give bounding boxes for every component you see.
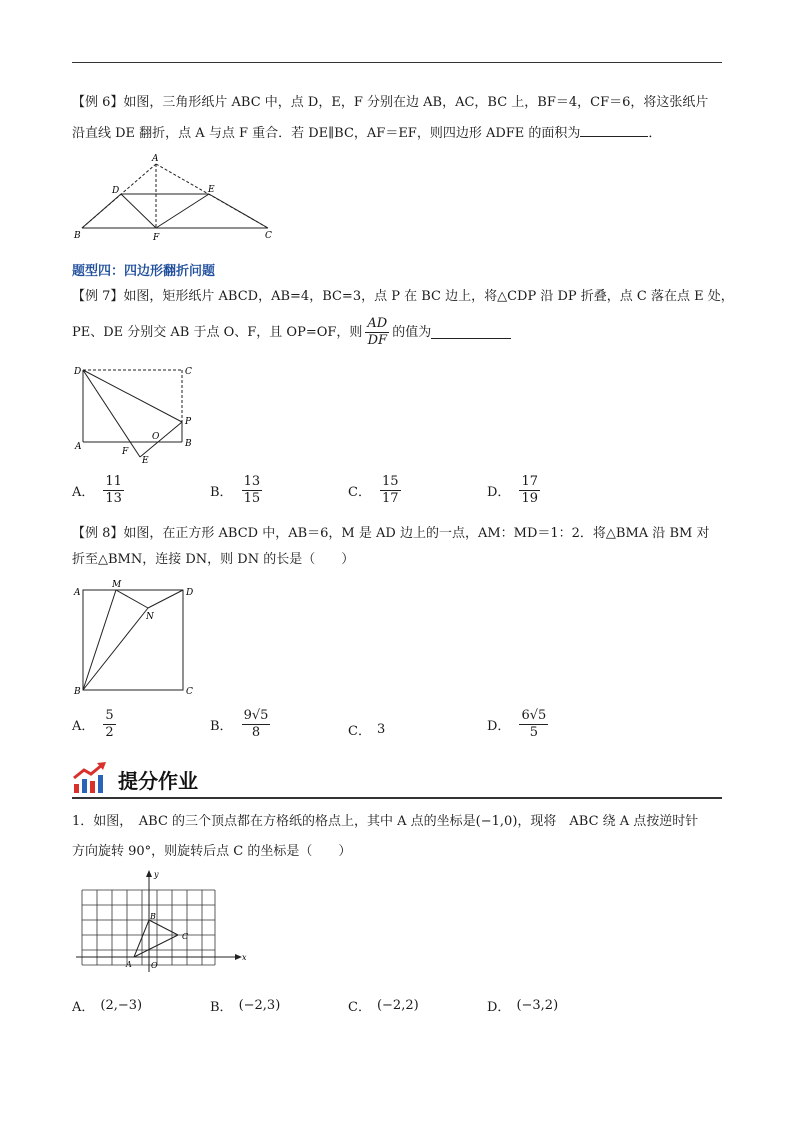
label-p: P (185, 417, 192, 427)
label-a: A (74, 588, 81, 598)
hw1-option-b[interactable]: B． (−2,3) (210, 998, 281, 1015)
answer-blank[interactable] (580, 124, 648, 137)
segment-ep (140, 422, 182, 457)
example7-option-a[interactable]: A． $\frac{11}{13}$ (72, 474, 122, 506)
label-b: B (150, 912, 156, 921)
label-a: A (126, 960, 132, 969)
example6-line2: 沿直线 DE 翻折，点 A 与点 F 重合．若 DE∥BC，AF＝EF，则四边形 ADFE 的面积为 ． (72, 126, 662, 141)
answer-blank[interactable] (431, 326, 511, 339)
label-c: C (185, 367, 192, 377)
example8-option-d[interactable]: D． $\frac{6√5}{5}$ (487, 708, 547, 740)
type4-heading: 题型四：四边形翻折问题 (72, 264, 216, 279)
label-n: N (146, 612, 154, 622)
segment-mn (116, 590, 148, 608)
example8-option-c[interactable]: C． 3 (348, 722, 386, 739)
section-title: 提分作业 (118, 769, 198, 793)
chart-growth-icon (72, 762, 112, 794)
label-m: M (112, 580, 122, 590)
segment-bm (83, 590, 116, 690)
label-d: D (112, 186, 120, 196)
label-b: B (74, 231, 81, 241)
example8-line2: 折至△BMN，连接 DN，则 DN 的长是（ ） (72, 552, 355, 567)
hw1-option-a[interactable]: A． (2,−3) (72, 998, 143, 1015)
example7-fraction: $\frac{AD}{DF}$ (367, 316, 388, 348)
example7-line1: 【例 7】如图，矩形纸片 ABCD，AB=4，BC=3，点 P 在 BC 边上，将△CDP 沿 DP 折叠，点 C 落在点 E 处， (72, 289, 734, 304)
example8-option-b[interactable]: B． $\frac{9√5}{8}$ (210, 708, 269, 740)
label-c: C (182, 932, 189, 941)
example8-figure (72, 578, 202, 696)
label-d: D (186, 588, 194, 598)
example7-figure (72, 362, 202, 466)
example7-option-d[interactable]: D． $\frac{17}{19}$ (487, 474, 538, 506)
example7-option-c[interactable]: C． $\frac{15}{17}$ (348, 474, 399, 506)
hw1-option-c[interactable]: C． (−2,2) (348, 998, 419, 1015)
segment-bd (82, 194, 121, 228)
label-e: E (142, 456, 149, 466)
hw1-line2: 方向旋转 90°，则旋转后点 C 的坐标是（ ） (72, 844, 352, 859)
segment-df (121, 194, 156, 228)
x-axis-arrow (235, 954, 242, 960)
example8-line1: 【例 8】如图，在正方形 ABCD 中，AB＝6，M 是 AD 边上的一点，AM：MD＝1：2．将△BMA 沿 BM 对 (72, 526, 710, 541)
label-b: B (185, 439, 192, 449)
example6-figure (72, 150, 282, 242)
label-o: O (152, 432, 160, 442)
example8-option-a[interactable]: A． $\frac{5}{2}$ (72, 708, 114, 740)
label-f: F (122, 447, 129, 457)
label-x: x (242, 953, 247, 962)
segment-nd (148, 590, 183, 608)
y-axis-arrow (146, 870, 152, 877)
segment-bn (83, 608, 148, 690)
label-y: y (154, 870, 159, 879)
hw1-line1: 1．如图， ABC 的三个顶点都在方格纸的格点上，其中 A 点的坐标是(−1,0)，现将 ABC 绕 A 点按逆时针 (72, 814, 699, 829)
header-rule (72, 62, 722, 63)
example7-option-b[interactable]: B． $\frac{13}{15}$ (210, 474, 261, 506)
label-c: C (186, 687, 193, 696)
label-d: D (74, 367, 82, 377)
square-abcd (83, 590, 183, 690)
label-f: F (153, 233, 160, 242)
label-e: E (208, 185, 215, 195)
hw1-grid-figure (72, 868, 250, 976)
label-o: O (151, 961, 158, 970)
label-a: A (152, 154, 159, 164)
section-rule (72, 797, 722, 799)
label-a: A (75, 442, 82, 452)
triangle-abc (134, 920, 178, 957)
hw1-option-d[interactable]: D． (−3,2) (487, 998, 559, 1015)
example6-line1: 【例 6】如图，三角形纸片 ABC 中，点 D，E，F 分别在边 AB，AC，BC 上，BF＝4，CF＝6，将这张纸片 (72, 95, 709, 110)
segment-dp (83, 370, 182, 422)
segment-de (83, 370, 140, 457)
label-c: C (265, 231, 272, 241)
example7-line2: PE、DE 分别交 AB 于点 O、F，且 OP=OF，则 $\frac{AD}{DF}$ 的值为 (72, 316, 511, 349)
segment-ef (156, 194, 209, 228)
label-b: B (74, 687, 81, 696)
segment-ec (209, 194, 268, 228)
